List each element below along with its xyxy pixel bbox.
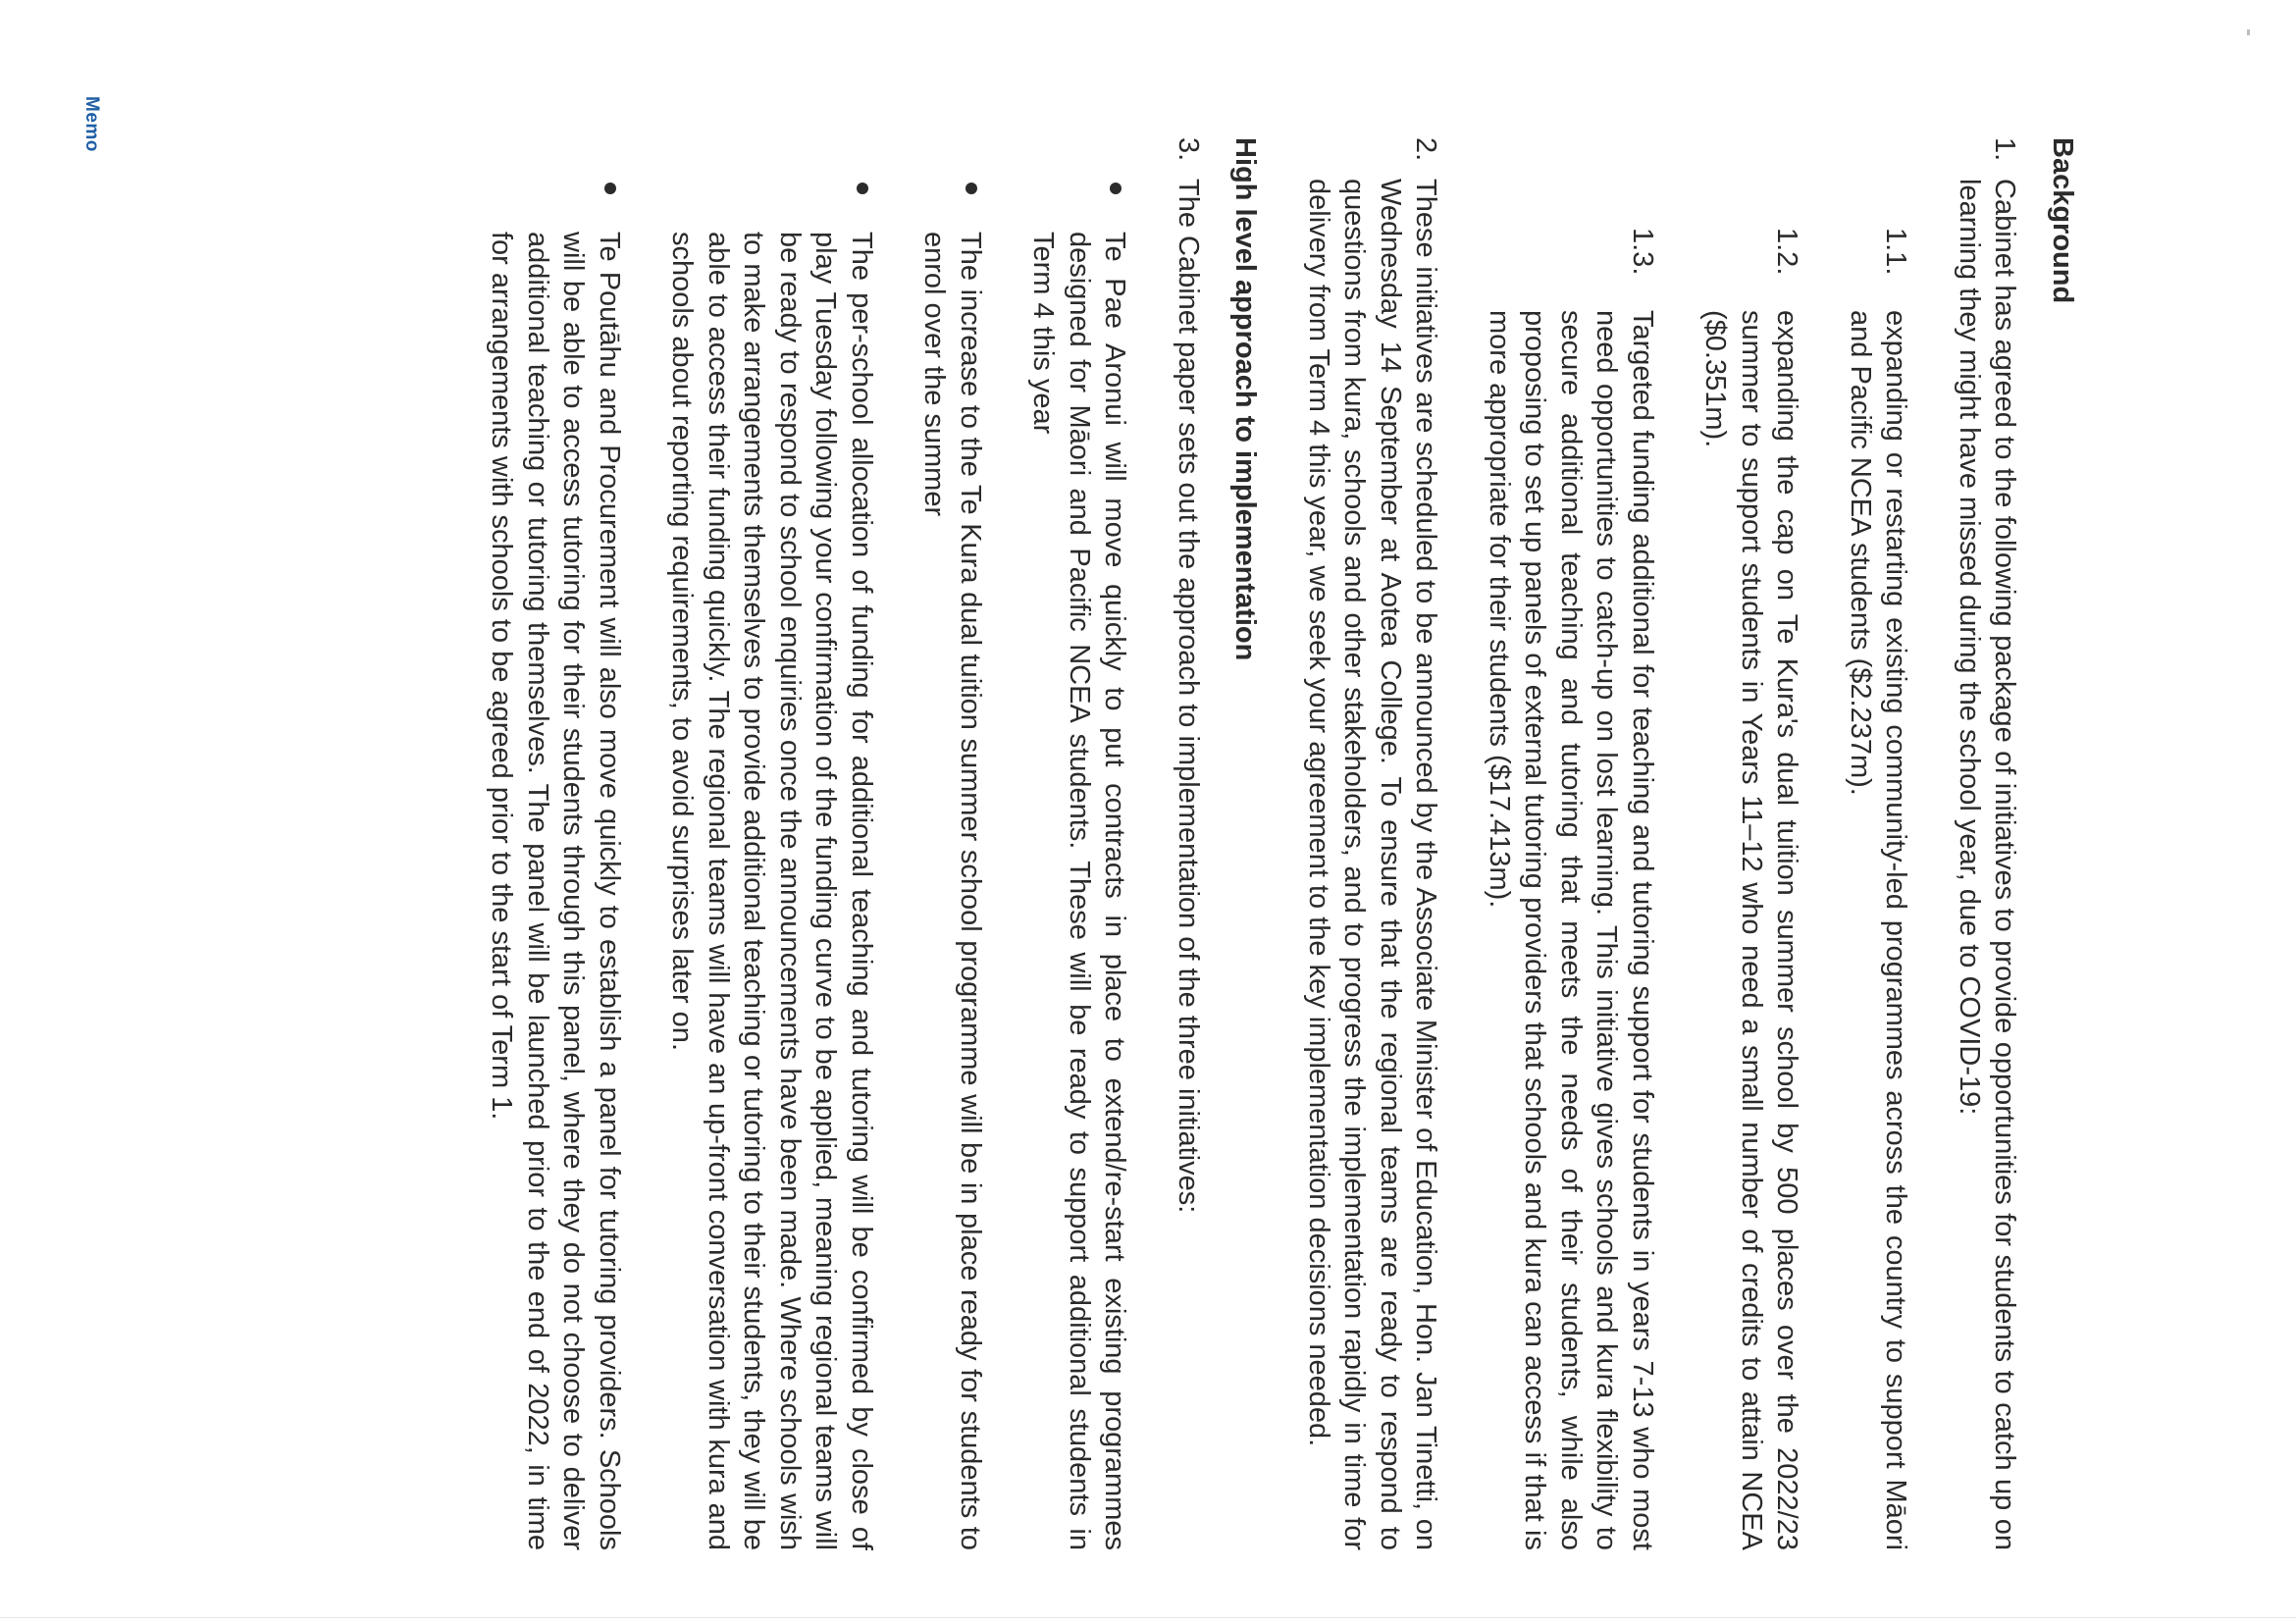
paragraph-1-1 — [1843, 137, 1914, 1550]
memo-label: Memo — [81, 96, 102, 152]
paragraph-2 — [1301, 137, 1444, 1550]
paragraph-number: 3. — [1173, 137, 1204, 162]
bullet-icon — [1111, 183, 1122, 194]
paragraph-3 — [1171, 137, 1207, 1550]
paragraph-number: 1.1. — [1880, 228, 1912, 276]
bullet-item — [1025, 137, 1133, 1550]
paragraph-text: expanding the cap on Te Kura's dual tuition summer school by 500 places over the 2022/23 summer to support students in Years 11–12 who need a small number of credits to attain NCEA ($0.351m). — [1699, 310, 1803, 1550]
paragraph-number: 1.2. — [1771, 228, 1803, 276]
paragraph-text: The Cabinet paper sets out the approach to implementation of the three initiatives: — [1173, 179, 1204, 1214]
paragraph-1 — [1952, 137, 2023, 1550]
paragraph-text: Cabinet has agreed to the following package of initiatives to provide opportunities for students to catch up on learning they might have missed during the school year, due to COVID-19: — [1954, 179, 2021, 1550]
paragraph-text: These initiatives are scheduled to be announced by the Associate Minister of Education, Hon. Jan Tinetti, on Wednesday 14 September at Aotea College. To ensure that the regional teams are ready to respond to questions from kura, schools and other stakeholders, and to progress the implementation rapidly in time for delivery from Term 4 this year, we seek your agreement to the key implementation decisions needed. — [1303, 179, 1442, 1550]
paragraph-text: expanding or restarting existing community-led programmes across the country to support Māori and Pacific NCEA students ($2.237m). — [1845, 310, 1912, 1550]
paragraph-number: 1.3. — [1627, 228, 1658, 276]
paragraph-1-3 — [1482, 137, 1661, 1550]
bullet-item — [664, 137, 879, 1550]
bullet-icon — [604, 183, 616, 194]
paragraph-text: Targeted funding additional for teaching and tutoring support for students in years 7-13 who most need opportunities to catch-up on lost learning. This initiative gives schools and kura flexibility to secure additional teaching and tutoring that meets the needs of their students, while also proposing to set up panels of external tutoring providers that schools and kura can access if that is more appropriate for their students ($17.413m). — [1484, 310, 1658, 1550]
paragraph-1-2 — [1697, 137, 1805, 1550]
paragraph-number: 2. — [1410, 137, 1442, 162]
bullet-icon — [965, 183, 977, 194]
scan-edge-line — [0, 1617, 2296, 1618]
bullet-text: The per-school allocation of funding for additional teaching and tutoring will be confirmed by close of play Tuesday following your confirmation of the funding curve to be applied, meaning regional teams will be ready to respond to school enquiries once the announcements have been made. Where schools wish to make arrangements themselves to provide additional teaching or tutoring to their students, they will be able to access their funding quickly. The regional teams will have an up-front conversation with kura and schools about reporting requirements, to avoid surprises later on. — [666, 232, 877, 1550]
bullet-text: Te Pae Aronui will move quickly to put contracts in place to extend/re-start existing programmes designed for Māori and Pacific NCEA students. These will be ready to support additional students in Term 4 this year — [1027, 232, 1131, 1550]
bullet-icon — [857, 183, 868, 194]
bullet-text: Te Poutāhu and Procurement will also move quickly to establish a panel for tutoring providers. Schools will be able to access tutoring for their students through this panel, where they do not choose to deliver additional teaching or tutoring themselves. The panel will be launched prior to the end of 2022, in time for arrangements with schools to be agreed prior to the start of Term 1. — [486, 232, 625, 1550]
memo-page — [275, 137, 2080, 1550]
implementation-heading: High level approach to implementation — [1229, 137, 1262, 661]
paragraph-number: 1. — [1989, 137, 2021, 162]
background-heading: Background — [2047, 137, 2078, 304]
bullet-item — [484, 137, 627, 1550]
bullet-text: The increase to the Te Kura dual tuition summer school programme will be in place ready for students to enrol over the summer — [918, 232, 986, 1550]
scan-mark — [2247, 29, 2250, 35]
bullet-item — [916, 137, 988, 1550]
